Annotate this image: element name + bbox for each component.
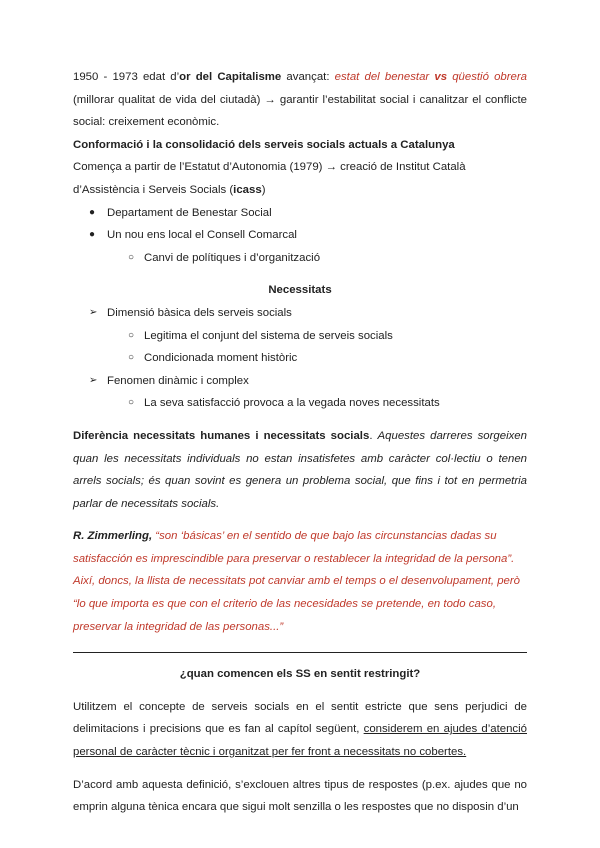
spacer (73, 686, 527, 696)
intro-bold-capitalisme: or del Capitalisme (179, 71, 282, 83)
list-item-text: Un nou ens local el Consell Comarcal (107, 229, 297, 242)
list-item (73, 392, 527, 415)
ss-p1-text: Utilitzem el concepte de serveis socials en el sentit estricte que sens perjudici de delimitacions i precisions que es fan al capítol següent, (73, 700, 527, 736)
spacer (73, 764, 527, 774)
list-item (73, 302, 527, 325)
diferencia-paragraph (73, 425, 527, 515)
bullet-icon: ● (89, 229, 96, 241)
ss-paragraph-2: D’acord amb aquesta definició, s’exclouen altres tipus de respostes (p.ex. ajudes que no emprin alguna tènica encara que sigui molt senzilla o les respostes que no disposin d’un (73, 778, 527, 814)
spacer (73, 653, 527, 663)
intro-questio-obrera: qüestió obrera (447, 71, 528, 83)
spacer (73, 415, 527, 425)
intro-paragraph (73, 66, 527, 134)
list-item (73, 247, 527, 270)
list-item-text: Legitima el conjunt del sistema de serveis socials (144, 329, 393, 342)
document-content (73, 66, 527, 819)
zimmerling-author: R. Zimmerling, (73, 530, 153, 543)
list-item-text: Departament de Benestar Social (107, 206, 272, 219)
conformacio-icass: icass (233, 183, 262, 196)
necessitats-list (73, 302, 527, 415)
ss-paragraph-1 (73, 696, 527, 764)
zimmerling-quote: “son ‘básicas’ en el sentido de que bajo las circunstancias dadas su satisfacción es imprescindible para preservar o restablecer la integridad de la persona”. Així, doncs, la llista de necessitats pot canviar amb el temps o el desenvolupament, però “lo que importa es que con el criterio de las necesidades se pretende, en todo caso, preservar la integridad de las personas...” (73, 530, 521, 633)
intro-text-a: 1950 - 1973 edat d’ (73, 71, 180, 83)
ss-heading: ¿quan comencen els SS en sentit restringit? (179, 668, 421, 681)
ss-p1-underlined: considerem en ajudes d’atenció personal de caràcter tècnic i organitzat per fer front a necessitats no cobertes. (73, 723, 527, 759)
list-item-text: La seva satisfacció provoca a la vegada noves necessitats (144, 397, 440, 410)
bullet-icon: ● (89, 206, 96, 218)
conformacio-text-c: ) (261, 183, 266, 196)
conformacio-text-a: Comença a partir de l’Estatut d’Autonomia (1979) → creació de Institut Català d’Assistència i Serveis Socials ( (73, 161, 466, 196)
zimmerling-paragraph (73, 525, 527, 638)
intro-text-c: avançat: (281, 71, 335, 83)
list-item (73, 347, 527, 370)
list-item-text: Fenomen dinàmic i complex (107, 374, 249, 387)
conformacio-heading: Conformació i la consolidació dels serveis socials actuals a Catalunya (73, 138, 455, 151)
circle-bullet-icon: ○ (128, 329, 135, 341)
diferencia-italic: Aquestes darreres sorgeixen quan les necessitats individuals no estan insatisfetes amb caràcter col·lectiu o tenen arrels socials; és quan sovint es genera un problema social, que fins i tot en permetria parlar de necessitats socials. (73, 429, 527, 510)
diferencia-heading: Diferència necessitats humanes i necessitats socials (73, 429, 370, 442)
list-item (73, 325, 527, 348)
circle-bullet-icon: ○ (128, 397, 135, 409)
list-item (73, 224, 527, 247)
diferencia-dot: . (369, 429, 378, 442)
intro-vs: vs (434, 71, 448, 83)
list-item-text: Dimensió bàsica dels serveis socials (107, 306, 292, 319)
list-item-text: Canvi de polítiques i d’organització (144, 251, 321, 264)
intro-text-g: (millorar qualitat de vida del ciutadà) → garantir l’estabilitat social i canalitzar el conflicte social: creixement econòmic. (73, 93, 527, 129)
list-item (73, 370, 527, 393)
spacer (73, 515, 527, 525)
list-item (73, 202, 527, 225)
conformacio-list (73, 202, 527, 270)
spacer (73, 269, 527, 279)
conformacio-paragraph (73, 156, 527, 201)
list-item-text: Condicionada moment històric (144, 352, 298, 365)
circle-bullet-icon: ○ (128, 352, 135, 364)
necessitats-heading: Necessitats (268, 284, 332, 297)
arrow-bullet-icon: ➢ (89, 374, 98, 386)
intro-estat-benestar: estat del benestar (334, 71, 435, 83)
arrow-bullet-icon: ➢ (89, 306, 98, 318)
circle-bullet-icon: ○ (128, 251, 135, 263)
